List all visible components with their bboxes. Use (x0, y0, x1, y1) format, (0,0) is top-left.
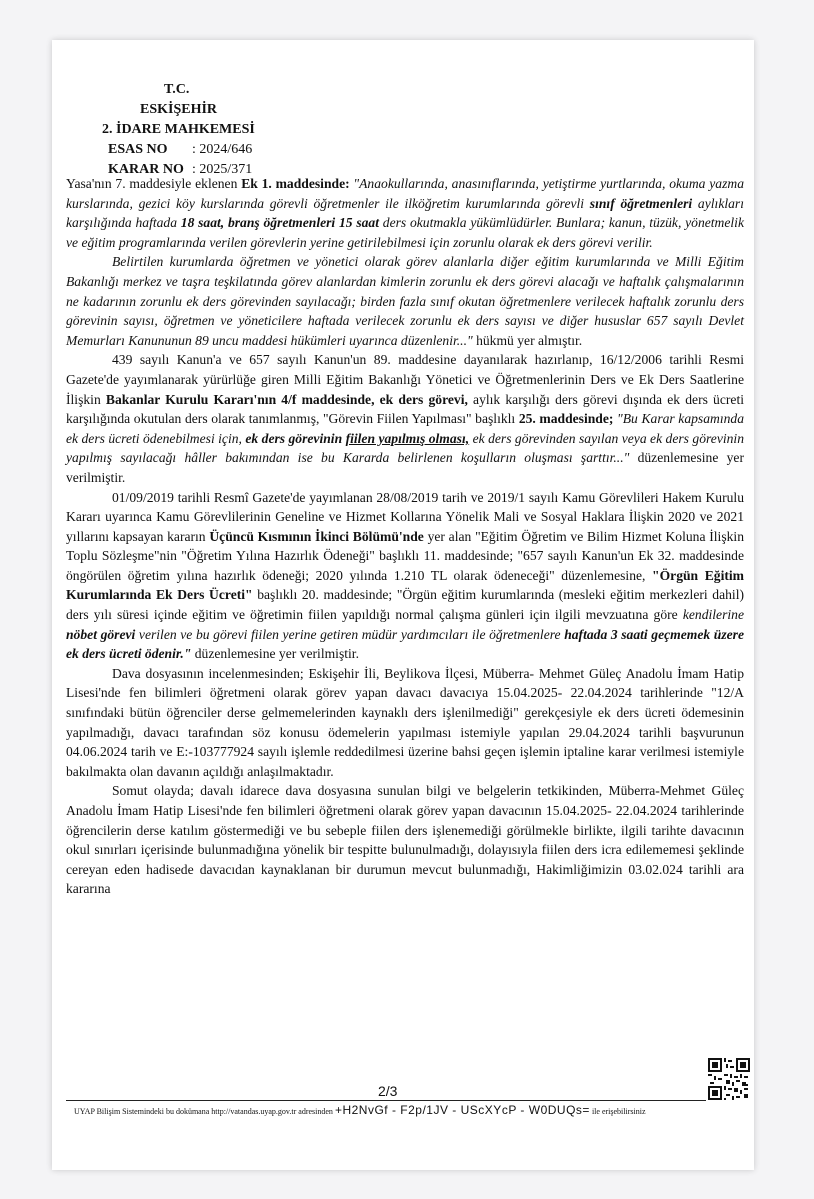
esas-no-label: ESAS NO (108, 142, 168, 157)
paragraph-segment: 18 saat, branş öğretmenleri 15 saat (180, 215, 379, 231)
body-paragraph (66, 174, 744, 252)
court-header (92, 80, 255, 180)
paragraph-segment: kendilerine (682, 607, 744, 623)
paragraph-segment: "Bu Karar kapsamında ek ders ücreti ödenebilmesi için, (66, 411, 744, 446)
paragraph-segment: 439 sayılı Kanun'a ve 657 sayılı Kanun'un 89. maddesine dayanılarak hazırlanıp, 16/12/2006 tarihli Resmi Gazete'de yayımlanarak yürürlüğe giren Milli Eğitim Bakanlığı Yönetici ve Öğretmenlerinin Ders ve Ek Ders Saatlerine İlişkin (66, 352, 744, 407)
paragraph-segment: yer alan "Eğitim Öğretim ve Bilim Hizmet Koluna İlişkin Toplu Sözleşme"nin "Öğretim Yılına Hazırlık Ödeneği" başlıklı 11. maddesinde; "657 sayılı Kanun'un Ek 32. maddesinde öngörülen öğretim yılına hazırlık ödeneği; 2020 yılında 1.210 TL olarak ödeneceği" düzenlemesine, (66, 528, 744, 583)
paragraph-segment: "Örgün Eğitim Kurumlarında Ek Ders Ücreti" (66, 567, 744, 603)
header-court: 2. İDARE MAHKEMESİ (102, 122, 255, 137)
footer-suffix: ile erişebilirsiniz (591, 1107, 646, 1116)
paragraph-segment: Belirtilen kurumlarda öğretmen ve yönetici olarak görev alanlarla diğer eğitim kurumlarında ve Milli Eğitim Bakanlığı merkez ve taşra teşkilatında görev alanlardan kimlerin zorunlu ek ders görevi alacağı ve haftalık çalışmalarının ne kadarının zorunlu ek ders görevinden sayılacağı; birden fazla sınıf okutan öğretmenlere verilecek haftalık zorunlu ders görevinin sayısı, öğretmen ve yöneticilere haftada verilecek zorunlu ek ders sayısı ve diğer hususlar 657 sayılı Devlet Memurları Kanununun 89 uncu maddesi hükümleri uyarınca düzenlenir..." (66, 254, 744, 348)
body-paragraph (66, 350, 744, 487)
document-page (52, 40, 754, 1170)
footer-document-code: +H2NvGf - F2p/1JV - UScXYcP - W0DUQs= (334, 1103, 590, 1117)
paragraph-segment: hükmü yer almıştır. (472, 332, 583, 348)
paragraph-segment: fiilen yapılmış olması, (345, 430, 470, 446)
paragraph-segment: 01/09/2019 tarihli Resmî Gazete'de yayımlanan 28/08/2019 tarih ve 2019/1 sayılı Kamu Görevlileri Hakem Kurulu Kararı uyarınca Kamu Görevlilerinin Geneline ve Hizmet Kollarına Yönelik Mali ve Sosyal Haklara İlişkin 2020 ve 2021 yıllarını kapsayan kararın (66, 489, 744, 544)
karar-no-label: KARAR NO (108, 162, 184, 177)
paragraph-segment: düzenlemesine yer verilmiştir. (191, 646, 359, 662)
paragraph-segment: başlıklı 20. maddesinde; "Örgün eğitim kurumlarında (mesleki eğitim merkezleri dahil) ders yılı süresi içinde eğitim ve öğretimin fiilen yapıldığı normal çalışma günleri için ilgili mevzuatına göre (66, 587, 744, 623)
esas-no-value: : 2024/646 (192, 142, 253, 157)
page-number: 2/3 (378, 1083, 398, 1099)
header-city: ESKİŞEHİR (140, 102, 218, 117)
footer-uyap-text (74, 1103, 646, 1117)
paragraph-segment: ek ders görevinden sayılan veya ek ders görevinin yapılmış sayılacağı hâller bakımından ise bu Kararda belirlenen koşulların oluşması şarttır..." (66, 430, 745, 466)
paragraph-segment: verilen ve bu görevi fiilen yerine getiren müdür yardımcıları ile öğretmenlere (135, 626, 565, 642)
paragraph-segment: ders okutmakla yükümlüdürler. Bunlara; kanun, tüzük, yönetmelik ve eğitim programlarında verilen görevlerin yerine getirilebilmesi için zorunlu olarak ek ders görevi verilir. (66, 215, 744, 250)
paragraph-segment: Bakanlar Kurulu Kararı'nın 4/f maddesinde, ek ders görevi, (105, 391, 468, 407)
body-paragraph (66, 664, 744, 782)
body-paragraph (66, 781, 744, 899)
paragraph-segment: Üçüncü Kısmının İkinci Bölümü'nde (209, 528, 424, 544)
body-paragraph (66, 252, 744, 350)
body-paragraph (66, 488, 744, 664)
document-body (66, 174, 744, 899)
paragraph-segment: sınıf öğretmenleri (589, 195, 693, 211)
paragraph-segment: ek ders görevinin (245, 430, 346, 446)
paragraph-segment: nöbet görevi (66, 626, 136, 642)
esas-no-row (92, 140, 255, 160)
paragraph-segment: Ek 1. maddesinde: (241, 176, 354, 191)
paragraph-segment: Somut olayda; davalı idarece dava dosyasına sunulan bilgi ve belgelerin tetkikinden, Müberra-Mehmet Güleç Anadolu İmam Hatip Lisesi'nde fen bilimleri öğretmeni olarak görev yapan davacının 15.04.2025- 22.04.2024 tarihlerinde öğrencilerin derse katılım göstermediği ve bu sebeple fiilen ders işlenemediği görülmekle birlikte, ilgili tarihte davacının okul sınırları içerisinde bulunmadığına yönelik bir tespitte bulunulmadığı, dolayısıyla fiilen ders icra edilememesi şeklinde cereyan eden hadisede davacıdan kaynaklanan bir durumun mevcut bulunmadığı, Hakimliğimizin 03.02.024 tarihli ara kararına (66, 783, 744, 897)
paragraph-segment: 25. maddesinde; (518, 411, 614, 427)
paragraph-segment: "Anaokullarında, anasınıflarında, yetiştirme yurtlarında, okuma yazma kurslarında, gezici köy kurslarında görevli öğretmenler ile ilköğretim kurumlarında görevli (66, 176, 744, 211)
paragraph-segment: haftada 3 saati geçmemek üzere ek ders ücreti ödenir." (66, 626, 744, 662)
paragraph-segment: aylıkları karşılığında haftada (66, 195, 744, 231)
karar-no-value: : 2025/371 (192, 162, 253, 177)
header-tc: T.C. (164, 82, 190, 97)
paragraph-segment: Dava dosyasının incelenmesinden; Eskişehir İli, Beylikova İlçesi, Müberra- Mehmet Güleç Anadolu İmam Hatip Lisesi'nde fen bilimleri öğretmeni olarak görev yapan davacı davacıya 15.04.2025- 22.04.2024 tarihlerinde "12/A sınıfındaki bütün öğrenciler derse gelmemelerinden kaynaklı ders işlenilmediği" gerekçesiyle ek ders ücreti ödemesinin yapılmadığı, davacı tarafından söz konusu ödemelerin yapılması istemiyle yapılan 29.04.2024 tarihli başvurunun 04.06.2024 tarih ve E:-103777924 sayılı işlemle reddedilmesi üzerine bahsi geçen işlemin iptaline karar verilmesi istemiyle bakılmakta olan davanın açıldığı anlaşılmaktadır. (66, 665, 744, 779)
paragraph-segment: düzenlemesine yer verilmiştir. (66, 450, 744, 485)
qr-code-icon (708, 1058, 750, 1100)
paragraph-segment: aylık karşılığı ders görevi dışında ek ders ücreti karşılığında okutulan ders olarak tanımlanmış, "Görevin Fiilen Yapılması" başlıklı (66, 391, 745, 427)
footer-system-text: UYAP Bilişim Sistemindeki bu dokümana http://vatandas.uyap.gov.tr adresinden (74, 1107, 333, 1116)
paragraph-segment: Yasa'nın 7. maddesiyle eklenen (66, 176, 242, 191)
footer-divider (66, 1100, 706, 1101)
